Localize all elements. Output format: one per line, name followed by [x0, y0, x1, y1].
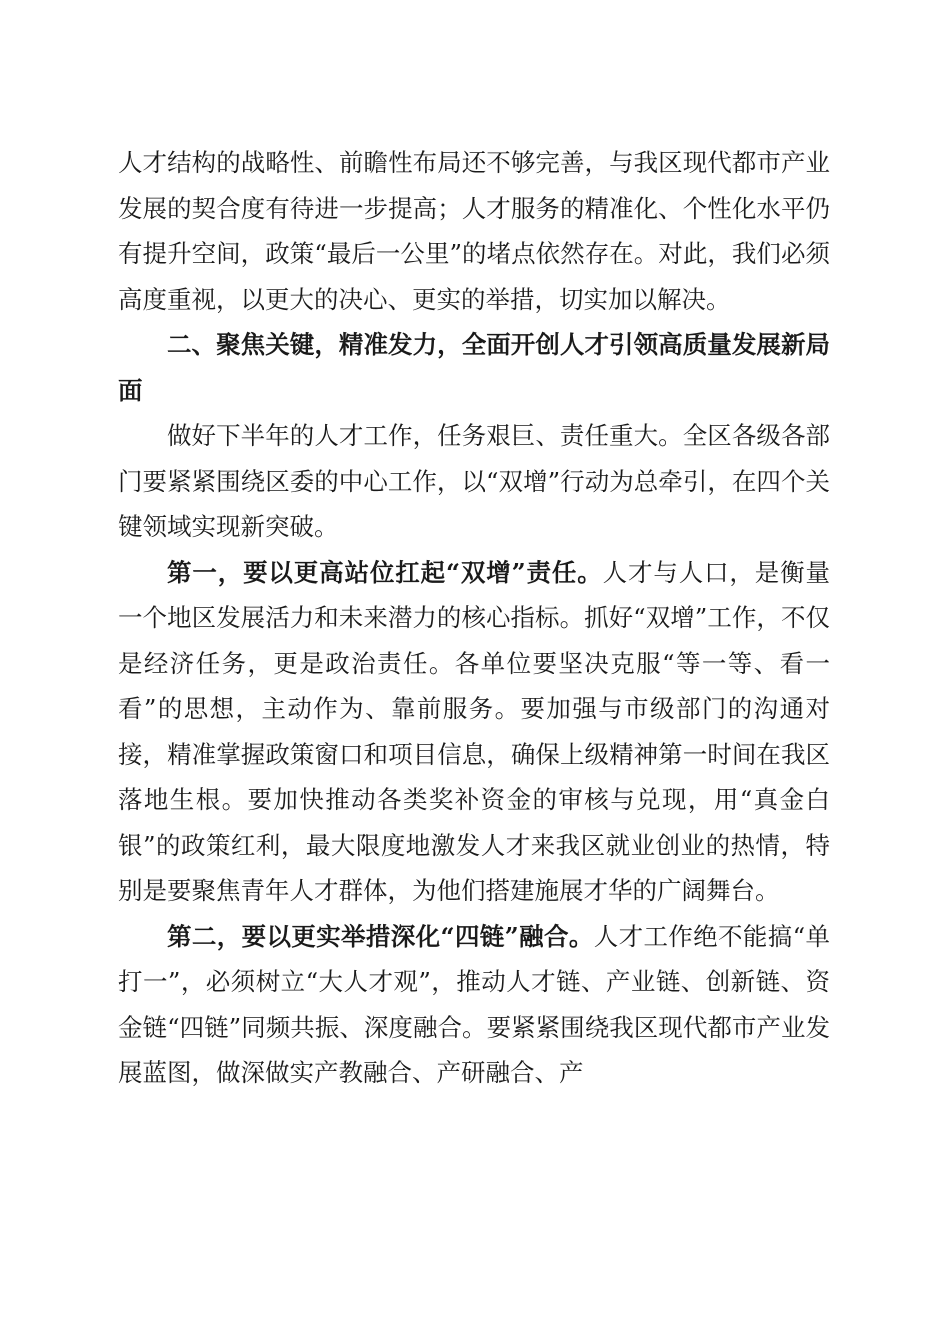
paragraph-point-two	[118, 914, 830, 1096]
section-heading-text: 二、聚焦关键，精准发力，全面开创人才引领高质量发展新局面	[118, 330, 830, 405]
paragraph-point-one	[118, 550, 830, 914]
paragraph-lead: 第二，要以更实举措深化“四链”融合。	[167, 921, 594, 951]
paragraph-intro	[118, 413, 830, 550]
paragraph-text: 人才工作绝不能搞“单打一”，必须树立“大人才观”，推动人才链、产业链、创新链、资金链“四链”同频共振、深度融合。要紧紧围绕我区现代都市产业发展蓝图，做深做实产教融合、产研融合、产	[118, 921, 831, 1087]
paragraph-text: 做好下半年的人才工作，任务艰巨、责任重大。全区各级各部门要紧紧围绕区委的中心工作，以“双增”行动为总牵引，在四个关键领域实现新突破。	[118, 421, 830, 541]
paragraph-lead: 第一，要以更高站位扛起“双增”责任。	[167, 557, 603, 587]
paragraph-text: 人才结构的战略性、前瞻性布局还不够完善，与我区现代都市产业发展的契合度有待进一步提高；人才服务的精准化、个性化水平仍有提升空间，政策“最后一公里”的堵点依然存在。对此，我们必须高度重视，以更大的决心、更实的举措，切实加以解决。	[118, 148, 830, 314]
section-heading	[118, 322, 830, 413]
paragraph-continued	[118, 140, 830, 322]
paragraph-text: 人才与人口，是衡量一个地区发展活力和未来潜力的核心指标。抓好“双增”工作，不仅是经济任务，更是政治责任。各单位要坚决克服“等一等、看一看”的思想，主动作为、靠前服务。要加强与市级部门的沟通对接，精准掌握政策窗口和项目信息，确保上级精神第一时间在我区落地生根。要加快推动各类奖补资金的审核与兑现，用“真金白银”的政策红利，最大限度地激发人才来我区就业创业的热情，特别是要聚焦青年人才群体，为他们搭建施展才华的广阔舞台。	[118, 557, 831, 905]
document-body	[118, 140, 830, 1096]
